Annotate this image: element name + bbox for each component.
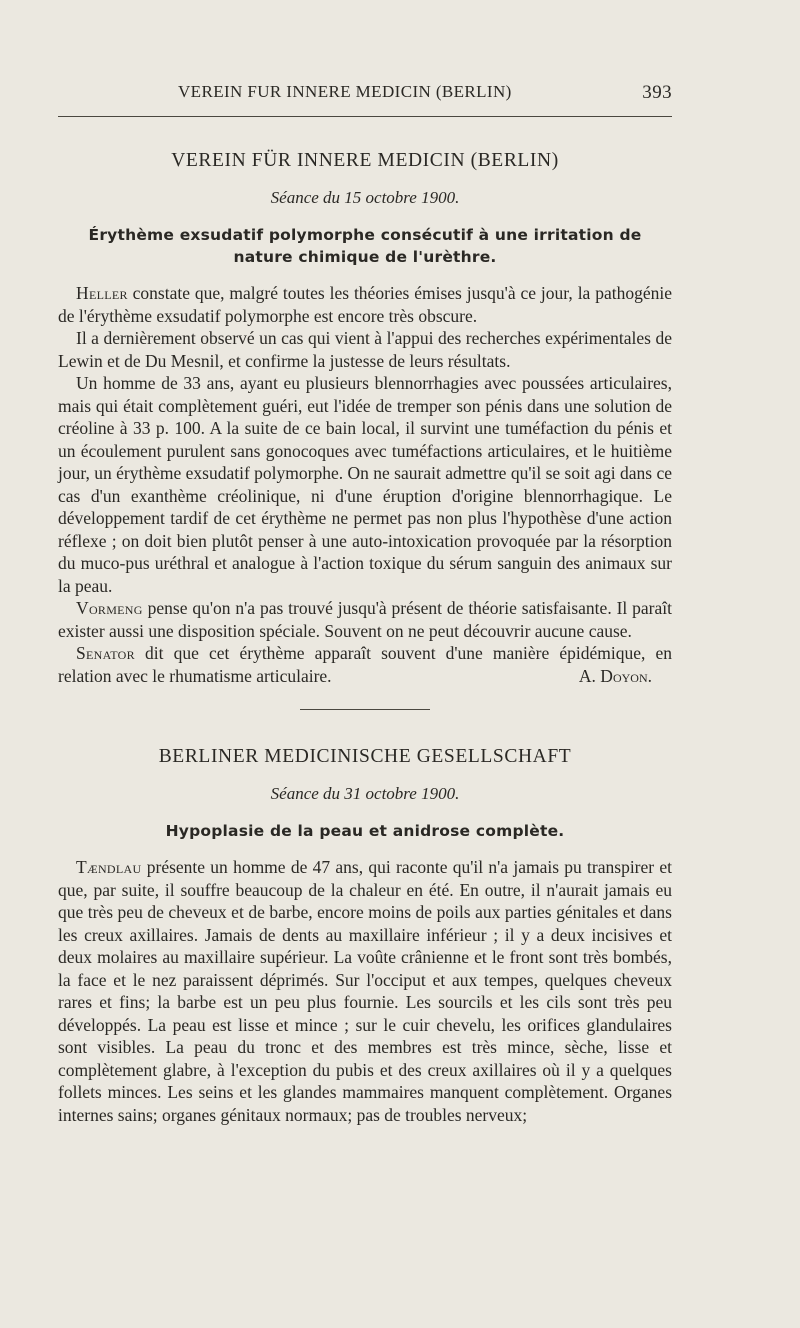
- session-date-2: Séance du 31 octobre 1900.: [270, 784, 460, 803]
- running-title: VEREIN FUR INNERE MEDICIN (BERLIN): [178, 82, 512, 101]
- session-date-1: Séance du 15 octobre 1900.: [270, 188, 460, 207]
- article-title-2: Hypoplasie de la peau et anidrose complète.: [165, 822, 565, 840]
- paragraph-taendlau: [58, 856, 672, 1126]
- paragraph-text: pense qu'on n'a pas trouvé jusqu'à présent de théorie satisfaisante. Il paraît exister aussi une disposition spéciale. Souvent on ne peut découvrir aucune cause.: [58, 598, 672, 641]
- signature: A. Doyon.: [578, 665, 652, 686]
- paragraph-text: présente un homme de 47 ans, qui raconte qu'il n'a jamais pu transpirer et que, par suite, il souffre beaucoup de la chaleur en été. En outre, il n'aurait jamais eu que très peu de cheveux et de barbe, encore moins de poils aux parties génitales et dans les creux axillaires. Jamais de dents au maxillaire inférieur ; il y a deux incisives et deux molaires au maxillaire supérieur. La voûte crânienne et le front sont très bombés, la face et le nez paraissent déprimés. Sur l'occiput et aux tempes, quelques cheveux rares et fins; la barbe est un peu plus fournie. Les sourcils et les cils sont très peu développés. La peau est lisse et mince ; sur le cuir chevelu, les orifices glandulaires sont visibles. La peau du tronc et des membres est très mince, sèche, lisse et complètement glabre, à l'exception du pubis et des creux axillaires où il y a quelques follets minces. Les seins et les glandes mammaires manquent complètement. Organes internes sains; organes génitaux normaux; pas de troubles nerveux;: [58, 857, 672, 1125]
- header-rule: [58, 116, 672, 117]
- author-name-vormeng: Vormeng: [76, 598, 143, 618]
- paragraph-observation: Il a dernièrement observé un cas qui vient à l'appui des recherches expérimentales de Lewin et de Du Mesnil, et confirme la justesse de leurs résultats.: [58, 328, 672, 371]
- page-number: 393: [642, 82, 672, 103]
- paragraph-text: dit que cet érythème apparaît souvent d'une manière épidémique, en relation avec le rhumatisme articulaire.: [58, 643, 672, 686]
- paragraph-vormeng: [58, 597, 672, 642]
- paragraph-text: constate que, malgré toutes les théories émises jusqu'à ce jour, la pathogénie de l'érythème exsudatif polymorphe est encore très obscure.: [58, 283, 672, 326]
- paragraph-heller: [58, 282, 672, 327]
- paragraph-senator: [58, 642, 672, 687]
- author-name-taendlau: Tændlau: [76, 857, 142, 877]
- page-content: [58, 150, 672, 1126]
- author-name-senator: Senator: [76, 643, 135, 663]
- author-name-heller: Heller: [76, 283, 128, 303]
- paragraph-case: Un homme de 33 ans, ayant eu plusieurs blennorrhagies avec poussées articulaires, mais qui était complètement guéri, eut l'idée de tremper son pénis dans une solution de créoline à 33 p. 100. A la suite de ce bain local, il survint une tuméfaction du pénis et un écoulement purulent sans gonocoques avec tuméfactions articulaires, et le huitième jour, un érythème exsudatif polymorphe. On ne saurait admettre qu'il se soit agi dans ce cas d'un exanthème créolinique, ni d'une éruption d'origine blennorrhagique. Le développement tardif de cet érythème ne permet pas non plus l'hypothèse d'une action réflexe ; on doit bien plutôt penser à une auto-intoxication provoquée par la résorption du muco-pus uréthral et analogue à l'action toxique du sérum sanguin des animaux sur la peau.: [58, 373, 672, 596]
- society-title-2: BERLINER MEDICINISCHE GESELLSCHAFT: [158, 746, 572, 767]
- article-title-1: Érythème exsudatif polymorphe consécutif à une irritation de nature chimique de l'urèthre.: [88, 226, 642, 266]
- running-head: [58, 82, 672, 110]
- section-divider: [300, 709, 430, 710]
- society-title-1: VEREIN FÜR INNERE MEDICIN (BERLIN): [171, 150, 559, 171]
